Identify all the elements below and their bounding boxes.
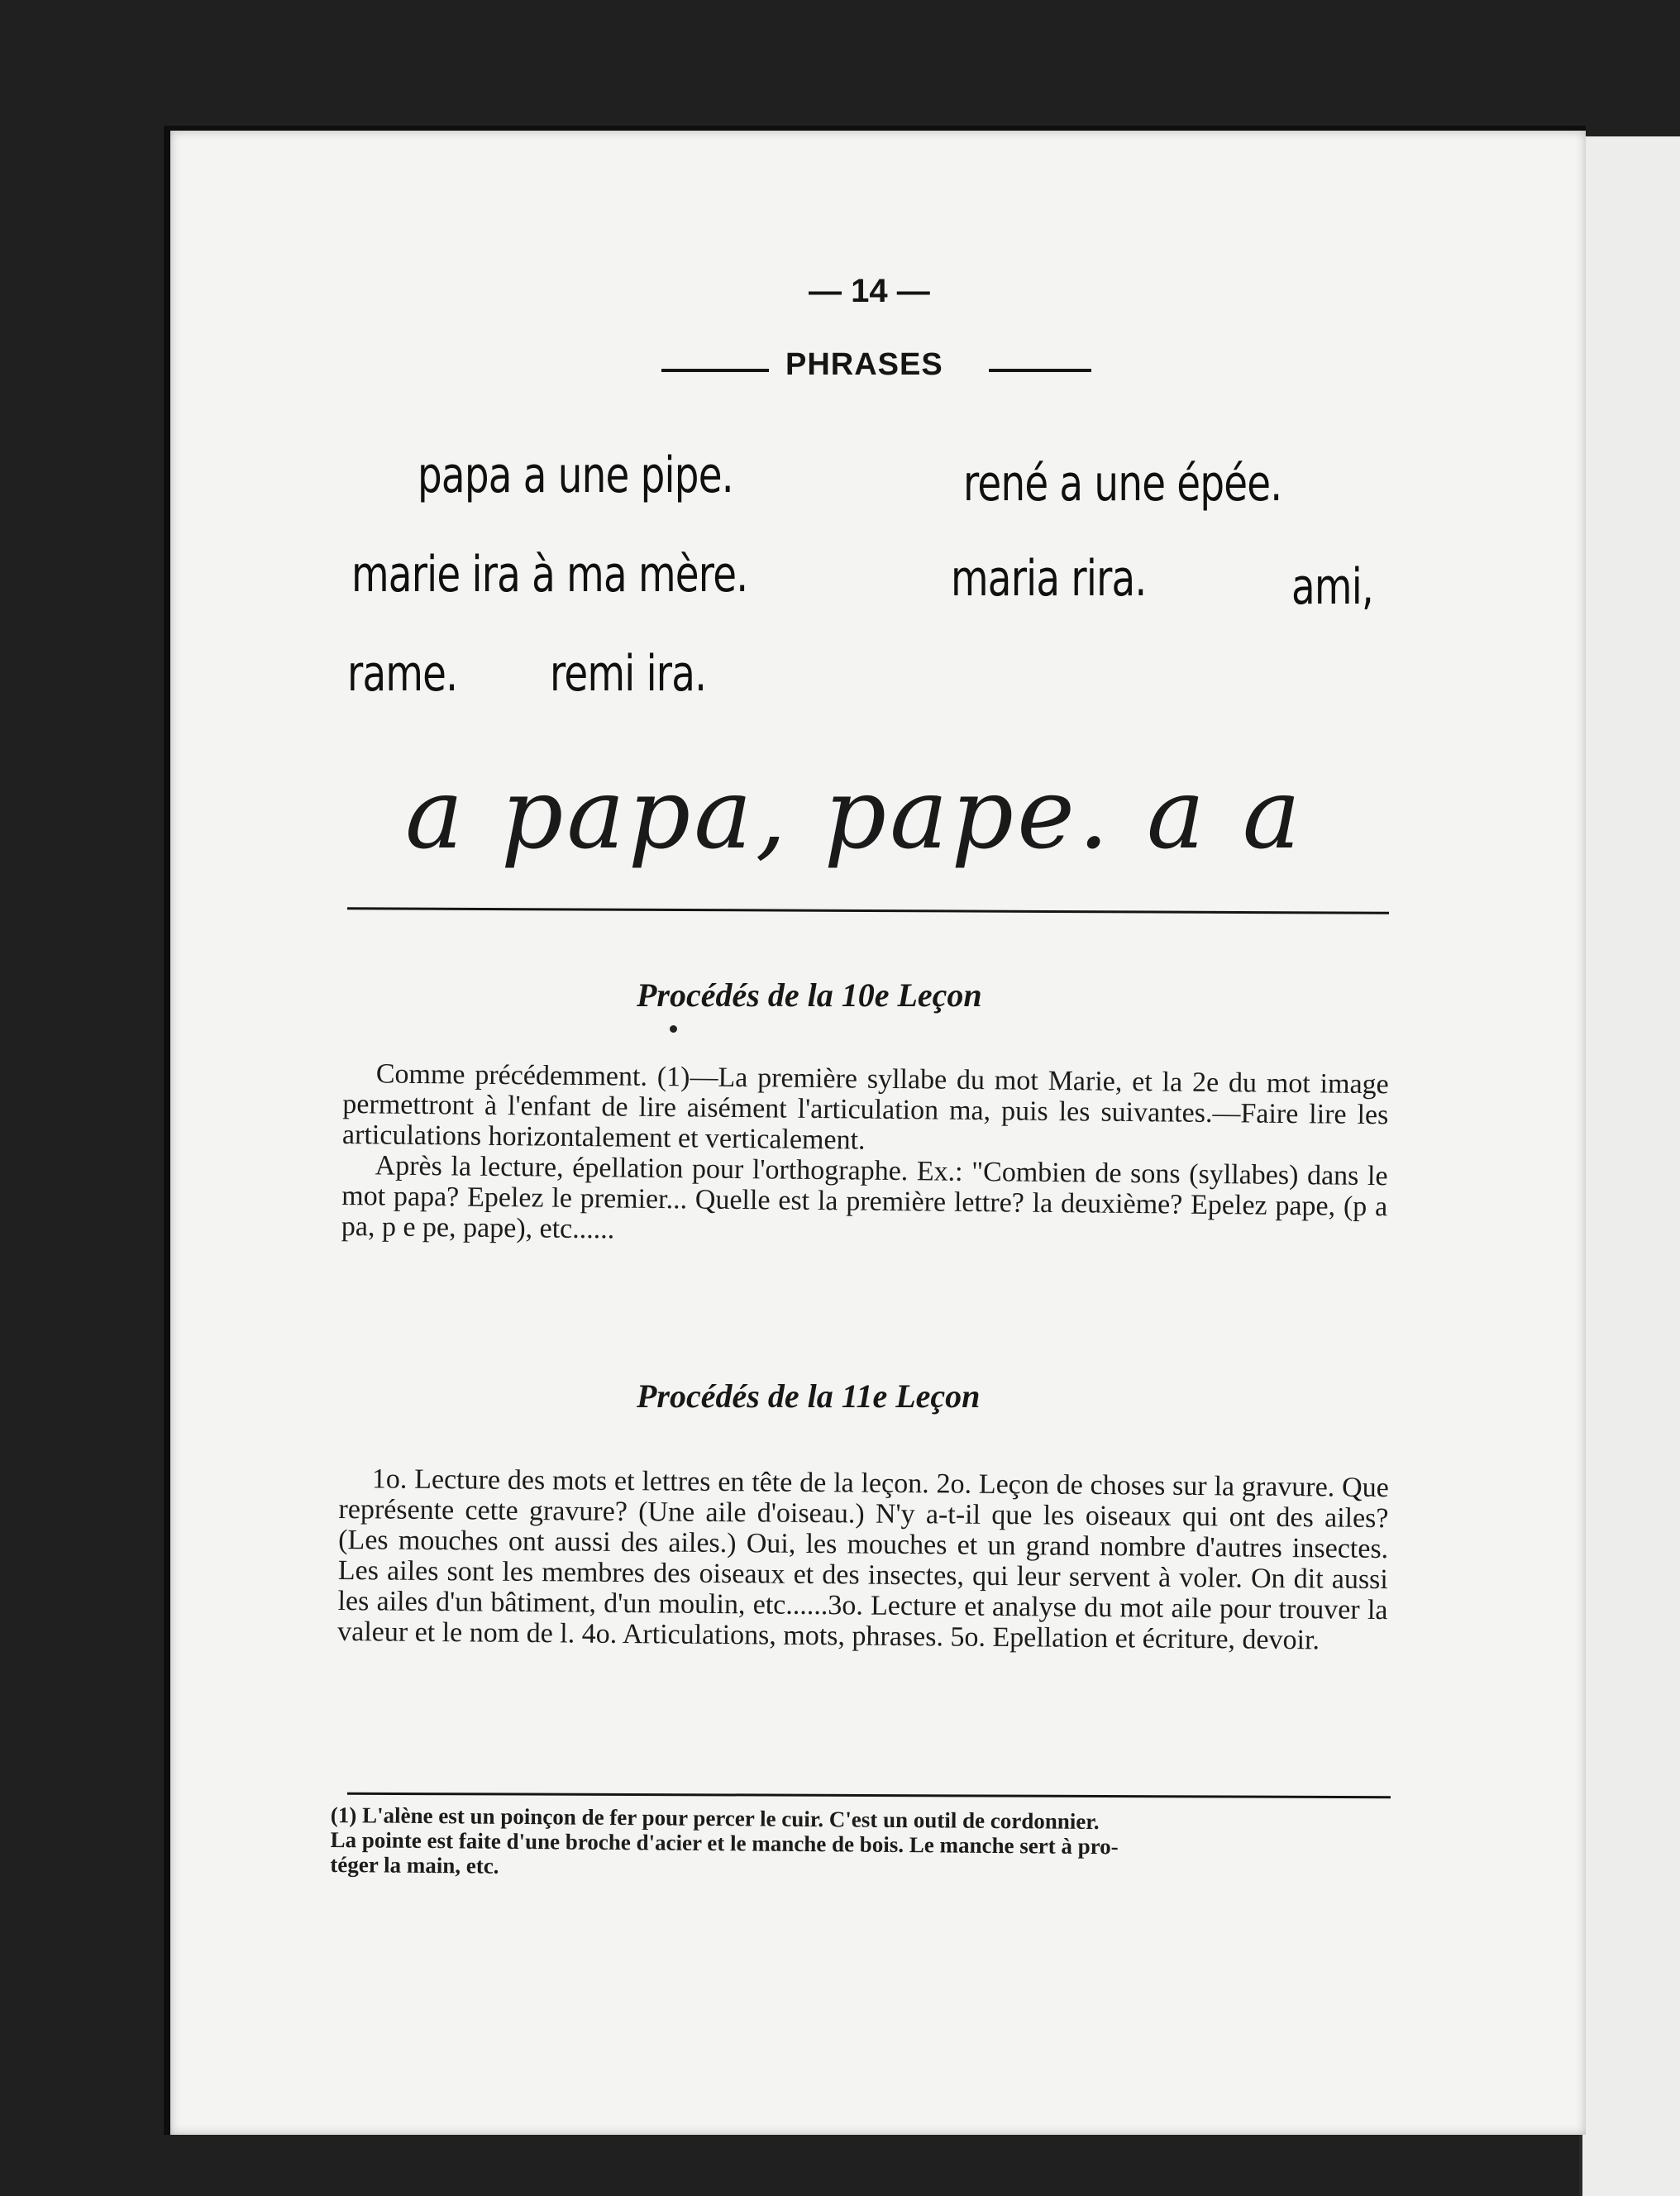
- lesson10-paragraph-1: Comme précédemment. (1)—La première syllabe du mot Marie, et la 2e du mot image permettront à l'enfant de lire aisément l'articulation ma, puis les suivantes.—Faire lire les articulations horizontalement et verticalement.: [341, 1058, 1389, 1156]
- lesson11-text: [337, 1463, 1389, 1656]
- phrase: ami,: [1291, 558, 1374, 616]
- footnote-line: (1) L'alène est un poinçon de fer pour percer le cuir. C'est un outil de cordonnier.: [330, 1802, 1100, 1835]
- title-rule-left: [661, 369, 769, 372]
- stray-dot: [670, 1025, 677, 1033]
- title-rule-right: [989, 369, 1091, 372]
- phrase: remi ira.: [550, 645, 707, 703]
- footnote: [330, 1802, 1389, 1886]
- phrase: maria rira.: [951, 550, 1147, 608]
- lesson10-text: [341, 1058, 1389, 1253]
- page-number: — 14 —: [809, 273, 930, 309]
- lesson10-heading: Procédés de la 10e Leçon: [637, 976, 982, 1014]
- section-title: PHRASES: [785, 347, 943, 382]
- footnote-line: La pointe est faite d'une broche d'acier et le manche de bois. Le manche sert à pro-: [330, 1826, 1119, 1859]
- lesson11-paragraph-1: 1o. Lecture des mots et lettres en tête de la leçon. 2o. Leçon de choses sur la gravure. Que représente cette gravure? (Une aile d'oiseau.) N'y a-t-il que les oiseaux qui ont des ailes? (Les mouches ont aussi des ailes.) Oui, les mouches et un grand nombre d'autres insectes. Les ailes sont les membres des oiseaux et des insectes, qui leur servent à voler. On dit aussi les ailes d'un bâtiment, d'un moulin, etc......3o. Lecture et analyse du mot aile pour trouver la valeur et le nom de l. 4o. Articulations, mots, phrases. 5o. Epellation et écriture, devoir.: [337, 1463, 1389, 1656]
- footnote-line: téger la main, etc.: [330, 1851, 499, 1879]
- lesson11-heading: Procédés de la 11e Leçon: [637, 1377, 981, 1415]
- facing-page-edge: [1579, 136, 1680, 2196]
- phrase: papa a une pipe.: [418, 446, 733, 504]
- lesson10-paragraph-2: Après la lecture, épellation pour l'orthographe. Ex.: "Combien de sons (syllabes) dans le mot papa? Epelez le premier... Quelle est la première lettre? la deuxième? Epelez pape, (p a pa, p e pe, pape), etc......: [341, 1150, 1388, 1245]
- cursive-writing-sample: a papa, pape. a a: [405, 757, 1305, 871]
- phrase: marie ira à ma mère.: [351, 546, 748, 604]
- phrase: rené a une épée.: [963, 455, 1282, 513]
- phrase: rame.: [347, 645, 458, 703]
